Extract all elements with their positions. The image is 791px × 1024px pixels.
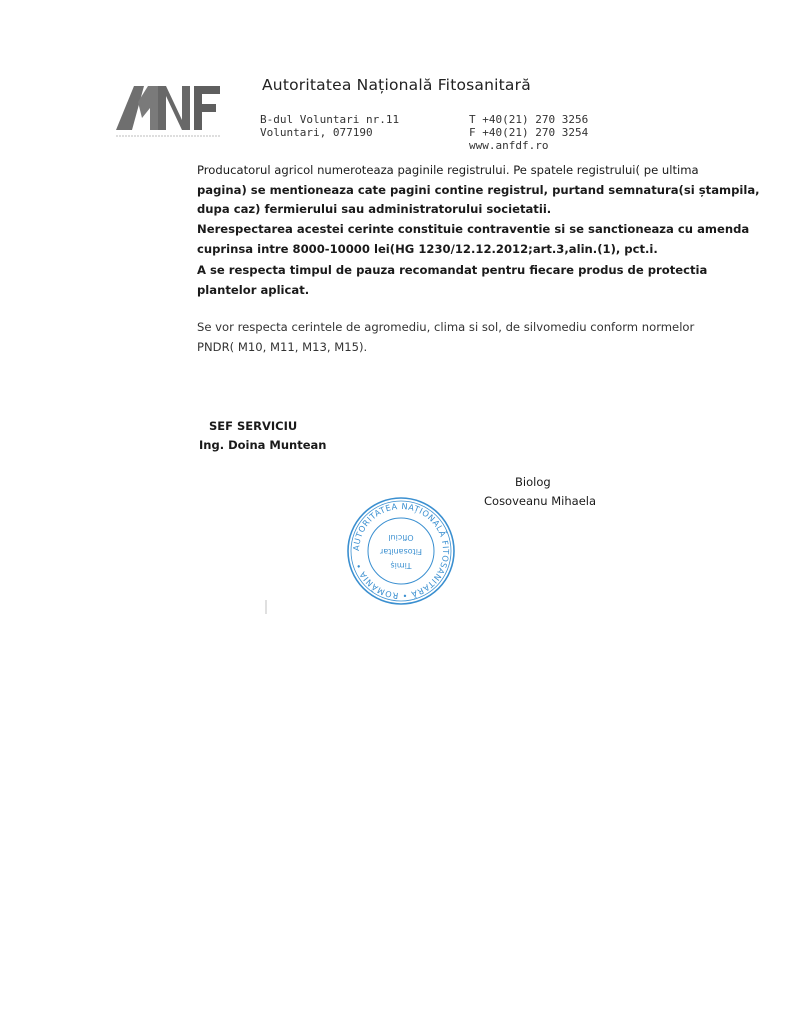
paragraph-line: A se respecta timpul de pauza recomandat pentru fiecare produs de protectia — [197, 263, 708, 277]
paragraph-line: PNDR( M10, M11, M13, M15). — [197, 339, 368, 354]
organization-name: Autoritatea Națională Fitosanitară — [262, 76, 531, 94]
paragraph-line: cuprinsa intre 8000-10000 lei(HG 1230/12.12.2012;art.3,alin.(1), pct.i. — [197, 241, 658, 256]
signature-left-name: Ing. Doina Muntean — [199, 438, 327, 452]
paragraph-line: plantelor aplicat. — [197, 282, 310, 297]
address-street: B-dul Voluntari nr.11 — [260, 113, 400, 126]
stamp-ring-text: AUTORITATEA NAȚIONALĂ FITOSANITARĂ • ROMÂNIA • — [350, 500, 452, 602]
signature-right-name: Cosoveanu Mihaela — [484, 494, 597, 508]
official-stamp — [345, 495, 457, 607]
anf-logo — [112, 80, 222, 140]
paragraph-line: pagina) se mentioneaza cate pagini contine registrul, purtand semnatura(si ștampila, — [197, 182, 760, 197]
paragraph-line: Producatorul agricol numeroteaza paginile registrului. Pe spatele registrului( pe ultima — [197, 163, 699, 177]
paragraph-line: dupa caz) fermierului sau administratorului societatii. — [197, 202, 552, 216]
signature-right-title: Biolog — [515, 475, 551, 489]
fax-number: F +40(21) 270 3254 — [469, 126, 589, 139]
stamp-center-line: Timiș — [390, 561, 412, 570]
paragraph-line: Se vor respecta cerintele de agromediu, clima si sol, de silvomediu conform normelor — [197, 320, 695, 334]
paragraph-line: Nerespectarea acestei cerinte constituie contraventie si se sanctioneaza cu amenda — [197, 222, 750, 236]
paragraph-numbering — [197, 161, 760, 220]
paragraph-penalty — [197, 220, 750, 259]
address-city: Voluntari, 077190 — [260, 126, 373, 139]
paragraph-pause-time — [197, 261, 708, 300]
signature-left-title: SEF SERVICIU — [209, 419, 298, 433]
stamp-center-line: Oficiul — [388, 533, 414, 542]
website: www.anfdf.ro — [469, 139, 549, 152]
stamp-center-line: Fitosanitar — [380, 547, 422, 556]
phone-number: T +40(21) 270 3256 — [469, 113, 589, 126]
paragraph-agri-environment — [197, 318, 695, 357]
scan-mark — [265, 600, 267, 614]
